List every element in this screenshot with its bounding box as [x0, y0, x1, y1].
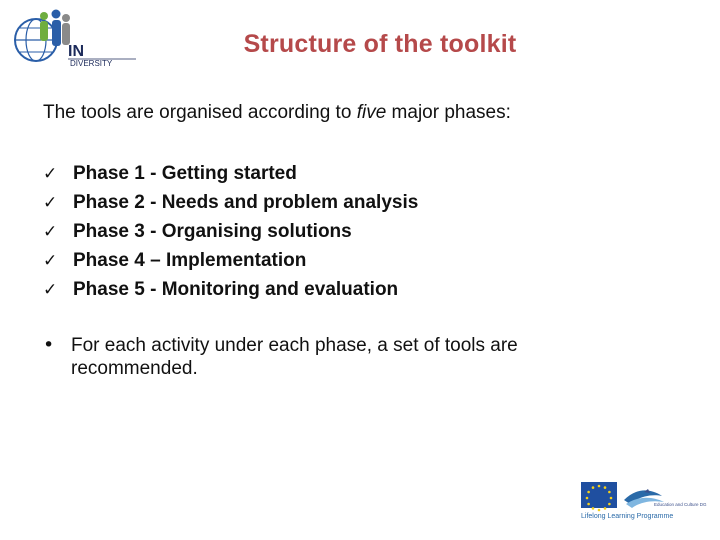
logo-in-text: IN: [68, 43, 84, 60]
phases-list: [43, 159, 418, 304]
globe-people-icon: [15, 10, 70, 62]
bullet-text: For each activity under each phase, a set of tools are recommended.: [71, 335, 518, 379]
phase-item: [43, 246, 418, 275]
phase-label: Phase 2 - Needs and problem analysis: [73, 192, 419, 213]
phase-label: Phase 5 - Monitoring and evaluation: [73, 279, 399, 300]
check-icon: ✓: [43, 251, 58, 271]
check-icon: ✓: [43, 164, 58, 184]
phase-label: Phase 4 – Implementation: [73, 250, 307, 271]
in-diversity-logo: [12, 6, 138, 72]
intro-text: [43, 102, 511, 124]
intro-after: major phases:: [386, 102, 511, 123]
phase-item: [43, 188, 418, 217]
eu-tagline: Education and Culture DG: [654, 502, 707, 507]
check-icon: ✓: [43, 222, 58, 242]
bullet-icon: •: [43, 334, 55, 356]
phase-item: [43, 159, 418, 188]
intro-emphasis: five: [356, 102, 387, 123]
intro-before: The tools are organised according to: [43, 102, 357, 123]
phase-label: Phase 3 - Organising solutions: [73, 221, 352, 242]
programme-caption: Lifelong Learning Programme: [581, 513, 674, 520]
check-icon: ✓: [43, 193, 58, 213]
phase-item: [43, 217, 418, 246]
phase-item: [43, 275, 418, 304]
bullet-paragraph: [43, 334, 603, 380]
slide-title: Structure of the toolkit: [243, 30, 517, 58]
check-icon: ✓: [43, 280, 58, 300]
logo-diversity-text: DIVERSITY: [70, 59, 113, 68]
phase-label: Phase 1 - Getting started: [73, 163, 297, 184]
eu-flag-icon: [581, 482, 617, 511]
